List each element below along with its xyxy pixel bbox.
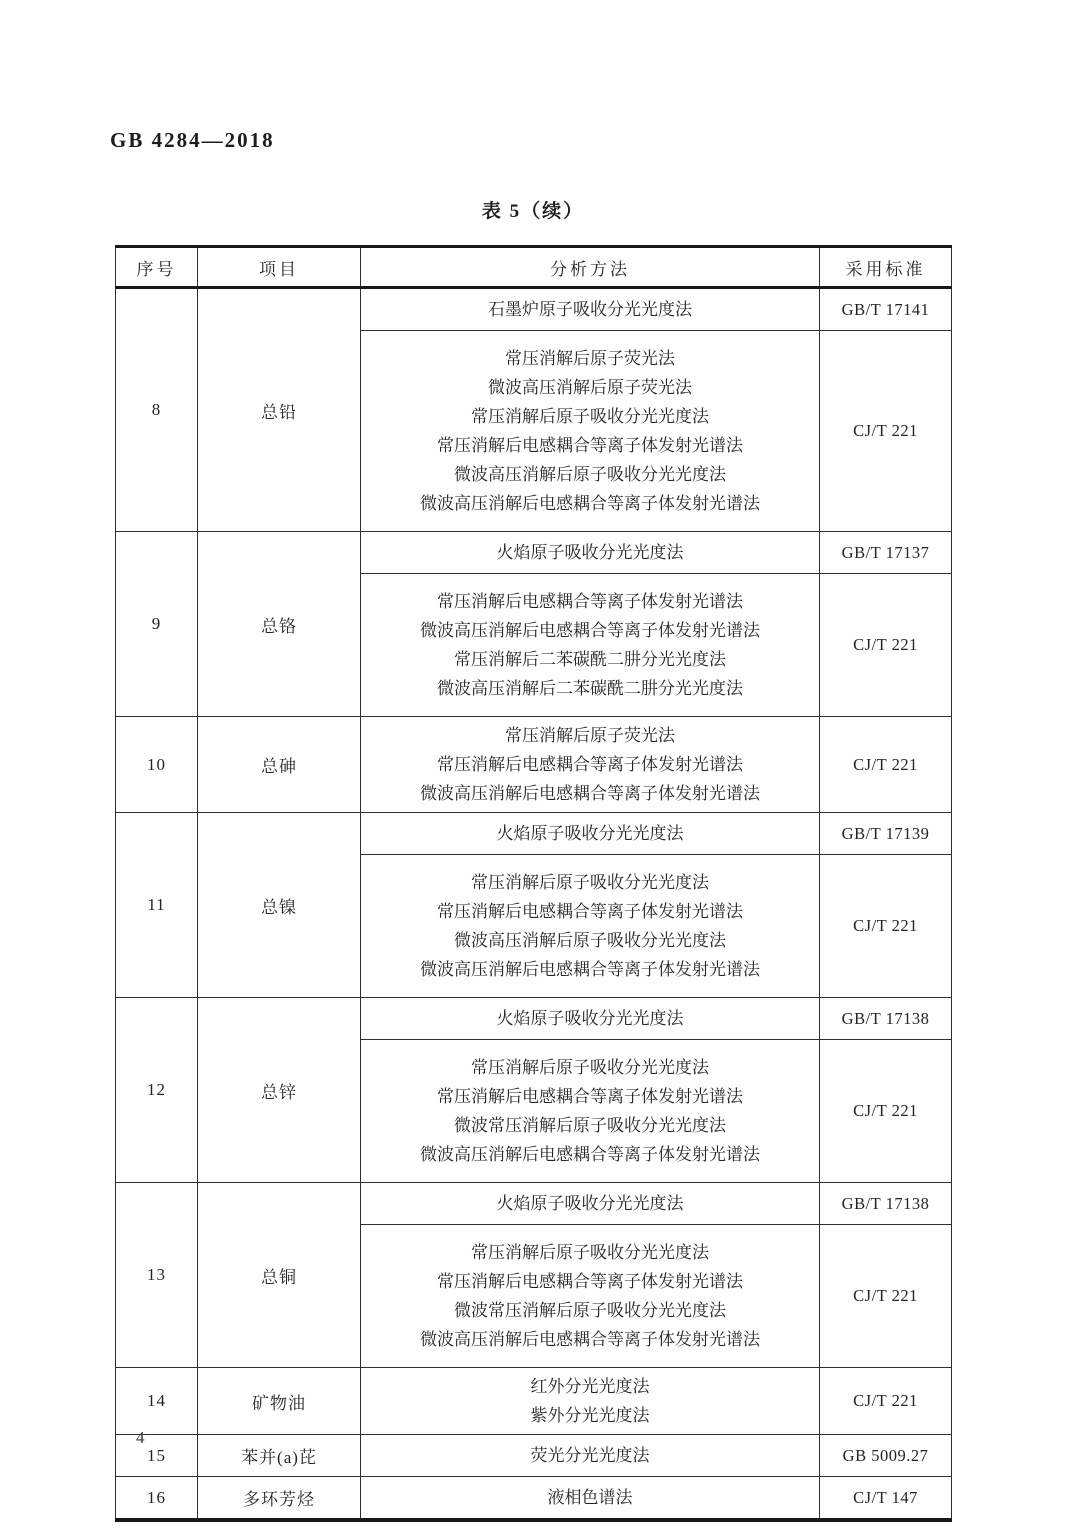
method-line: 常压消解后电感耦合等离子体发射光谱法 bbox=[437, 1087, 743, 1106]
method-line: 微波高压消解后电感耦合等离子体发射光谱法 bbox=[420, 494, 760, 513]
col-header-item: 项目 bbox=[198, 247, 361, 288]
method-line: 常压消解后电感耦合等离子体发射光谱法 bbox=[437, 1272, 743, 1291]
item-name-cell: 总铅 bbox=[198, 288, 361, 532]
adopted-standard-cell: CJ/T 221 bbox=[820, 1225, 952, 1368]
analysis-method-cell bbox=[361, 1225, 820, 1368]
table-row bbox=[116, 998, 952, 1040]
method-line: 常压消解后原子荧光法 bbox=[505, 726, 675, 745]
adopted-standard-cell: GB 5009.27 bbox=[820, 1435, 952, 1477]
item-name-cell: 总锌 bbox=[198, 998, 361, 1183]
item-name-cell: 总铜 bbox=[198, 1183, 361, 1368]
row-number-cell: 13 bbox=[116, 1183, 198, 1368]
item-name-cell: 总镍 bbox=[198, 813, 361, 998]
analysis-method-cell bbox=[361, 1368, 820, 1435]
adopted-standard-cell: GB/T 17138 bbox=[820, 998, 952, 1040]
method-line: 常压消解后原子吸收分光光度法 bbox=[471, 407, 709, 426]
analysis-method-cell bbox=[361, 331, 820, 532]
adopted-standard-cell: CJ/T 221 bbox=[820, 1040, 952, 1183]
method-line: 微波高压消解后电感耦合等离子体发射光谱法 bbox=[420, 960, 760, 979]
method-line: 红外分光光度法 bbox=[530, 1377, 650, 1396]
method-line: 常压消解后二苯碳酰二肼分光光度法 bbox=[454, 650, 726, 669]
method-line: 常压消解后电感耦合等离子体发射光谱法 bbox=[437, 755, 743, 774]
method-line: 常压消解后电感耦合等离子体发射光谱法 bbox=[437, 592, 743, 611]
item-name-cell: 矿物油 bbox=[198, 1368, 361, 1435]
method-line: 微波高压消解后电感耦合等离子体发射光谱法 bbox=[420, 1145, 760, 1164]
method-line: 微波高压消解后原子吸收分光光度法 bbox=[454, 931, 726, 950]
table-body bbox=[116, 288, 952, 1521]
item-name-cell: 总砷 bbox=[198, 717, 361, 813]
row-number-cell: 16 bbox=[116, 1477, 198, 1521]
adopted-standard-cell: CJ/T 147 bbox=[820, 1477, 952, 1521]
table-header bbox=[116, 247, 952, 288]
table-row bbox=[116, 288, 952, 331]
method-line: 紫外分光光度法 bbox=[530, 1406, 650, 1425]
method-line: 荧光分光光度法 bbox=[530, 1446, 650, 1465]
row-number-cell: 12 bbox=[116, 998, 198, 1183]
row-number-cell: 15 bbox=[116, 1435, 198, 1477]
method-line: 火焰原子吸收分光光度法 bbox=[496, 543, 684, 562]
table-row bbox=[116, 813, 952, 855]
method-line: 火焰原子吸收分光光度法 bbox=[496, 824, 684, 843]
row-number-cell: 9 bbox=[116, 532, 198, 717]
table-row bbox=[116, 1183, 952, 1225]
row-number-cell: 10 bbox=[116, 717, 198, 813]
table-row bbox=[116, 717, 952, 813]
analysis-method-cell bbox=[361, 717, 820, 813]
method-line: 常压消解后电感耦合等离子体发射光谱法 bbox=[437, 436, 743, 455]
method-line: 微波常压消解后原子吸收分光光度法 bbox=[454, 1301, 726, 1320]
method-line: 微波高压消解后电感耦合等离子体发射光谱法 bbox=[420, 784, 760, 803]
adopted-standard-cell: GB/T 17138 bbox=[820, 1183, 952, 1225]
analysis-method-cell bbox=[361, 1477, 820, 1521]
table-row bbox=[116, 1477, 952, 1521]
adopted-standard-cell: CJ/T 221 bbox=[820, 331, 952, 532]
row-number-cell: 8 bbox=[116, 288, 198, 532]
method-line: 微波常压消解后原子吸收分光光度法 bbox=[454, 1116, 726, 1135]
adopted-standard-cell: CJ/T 221 bbox=[820, 855, 952, 998]
adopted-standard-cell: CJ/T 221 bbox=[820, 574, 952, 717]
analysis-method-cell bbox=[361, 574, 820, 717]
table-row bbox=[116, 1435, 952, 1477]
header-row bbox=[116, 247, 952, 288]
table-caption: 表 5（续） bbox=[481, 201, 585, 222]
table-row bbox=[116, 1368, 952, 1435]
item-name-cell: 多环芳烃 bbox=[198, 1477, 361, 1521]
col-header-no: 序号 bbox=[116, 247, 198, 288]
method-line: 常压消解后电感耦合等离子体发射光谱法 bbox=[437, 902, 743, 921]
standard-code: GB 4284—2018 bbox=[110, 128, 275, 152]
analysis-method-cell bbox=[361, 813, 820, 855]
method-line: 微波高压消解后原子吸收分光光度法 bbox=[454, 465, 726, 484]
method-line: 微波高压消解后电感耦合等离子体发射光谱法 bbox=[420, 1330, 760, 1349]
analysis-methods-table bbox=[115, 245, 952, 1522]
method-line: 火焰原子吸收分光光度法 bbox=[496, 1009, 684, 1028]
method-line: 液相色谱法 bbox=[547, 1488, 633, 1507]
method-line: 常压消解后原子吸收分光光度法 bbox=[471, 1058, 709, 1077]
analysis-method-cell bbox=[361, 1040, 820, 1183]
method-line: 微波高压消解后电感耦合等离子体发射光谱法 bbox=[420, 621, 760, 640]
analysis-method-cell bbox=[361, 1183, 820, 1225]
item-name-cell: 总铬 bbox=[198, 532, 361, 717]
col-header-method: 分析方法 bbox=[361, 247, 820, 288]
adopted-standard-cell: GB/T 17141 bbox=[820, 288, 952, 331]
method-line: 石墨炉原子吸收分光光度法 bbox=[488, 300, 692, 319]
adopted-standard-cell: CJ/T 221 bbox=[820, 1368, 952, 1435]
method-line: 微波高压消解后原子荧光法 bbox=[488, 378, 692, 397]
analysis-method-cell bbox=[361, 1435, 820, 1477]
method-line: 常压消解后原子吸收分光光度法 bbox=[471, 1243, 709, 1262]
method-line: 火焰原子吸收分光光度法 bbox=[496, 1194, 684, 1213]
adopted-standard-cell: GB/T 17139 bbox=[820, 813, 952, 855]
method-line: 常压消解后原子荧光法 bbox=[505, 349, 675, 368]
table-row bbox=[116, 532, 952, 574]
col-header-standard: 采用标准 bbox=[820, 247, 952, 288]
page-number: 4 bbox=[136, 1428, 145, 1447]
row-number-cell: 14 bbox=[116, 1368, 198, 1435]
adopted-standard-cell: GB/T 17137 bbox=[820, 532, 952, 574]
item-name-cell: 苯并(a)芘 bbox=[198, 1435, 361, 1477]
analysis-method-cell bbox=[361, 532, 820, 574]
analysis-method-cell bbox=[361, 998, 820, 1040]
method-line: 微波高压消解后二苯碳酰二肼分光光度法 bbox=[437, 679, 743, 698]
row-number-cell: 11 bbox=[116, 813, 198, 998]
adopted-standard-cell: CJ/T 221 bbox=[820, 717, 952, 813]
analysis-method-cell bbox=[361, 855, 820, 998]
analysis-method-cell bbox=[361, 288, 820, 331]
method-line: 常压消解后原子吸收分光光度法 bbox=[471, 873, 709, 892]
